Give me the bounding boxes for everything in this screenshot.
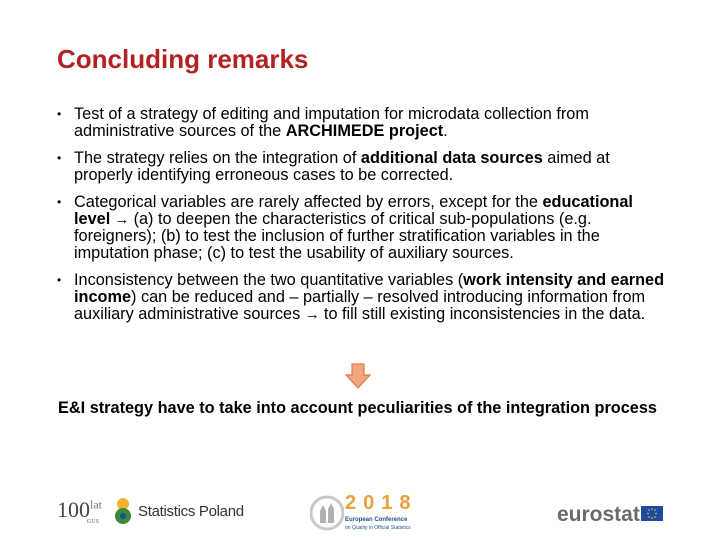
bullet-text: to fill still existing inconsistencies in the data.: [323, 305, 646, 323]
bullet-dot-icon: •: [57, 151, 62, 165]
logo-100-sup: lat: [90, 497, 102, 512]
bullet-dot-icon: •: [57, 195, 62, 209]
statistics-poland-logo-text: Statistics Poland: [138, 503, 244, 520]
conference-subtitle: on Quality in Official Statistics: [345, 525, 411, 531]
bullet-text: Inconsistency between the two quantitative variables (: [74, 271, 464, 289]
bullet-text: (a) to deepen the characteristics of critical sub-populations (e.g. foreigners); (b) to test the inclusion of further stratification variables in the imputation phase; (c) to test the usability of auxiliary sources.: [74, 210, 600, 262]
bullet-item: [57, 150, 669, 184]
bullet-dot-icon: •: [57, 107, 62, 121]
right-arrow-icon: →: [304, 306, 324, 323]
down-arrow-icon: [345, 363, 371, 389]
bullet-text: aimed at properly identifying erroneous cases to be corrected.: [74, 149, 610, 184]
conference-name: European Conference: [345, 517, 408, 523]
bullet-item: [57, 272, 669, 323]
bullet-list: [57, 106, 669, 333]
bullet-text: Test of a strategy of editing and imputation for microdata collection from administrative sources of the: [74, 105, 589, 140]
bullet-item: [57, 194, 669, 262]
gus-100-logo: [57, 497, 102, 523]
statistics-poland-emblem-icon: [112, 497, 134, 525]
conference-emblem-icon: [310, 493, 344, 533]
bullet-text: Categorical variables are rarely affected by errors, except for the: [74, 193, 543, 211]
logo-100-number: 100: [57, 497, 90, 522]
bullet-item: [57, 106, 669, 140]
eurostat-logo-text: eurostat: [557, 503, 640, 526]
eu-flag-icon: [641, 506, 663, 521]
bullet-emphasis: additional data sources: [360, 149, 543, 167]
bullet-emphasis: ARCHIMEDE project: [285, 122, 444, 140]
bullet-emphasis: educational level: [74, 193, 633, 228]
bullet-text: .: [443, 122, 448, 140]
logo-100-gus: GUS: [87, 519, 100, 525]
conference-year: 2018: [345, 492, 418, 514]
bullet-text: The strategy relies on the integration of: [74, 149, 361, 167]
conclusion-text: E&I strategy have to take into account peculiarities of the integration process: [58, 399, 657, 417]
right-arrow-icon: →: [110, 211, 134, 228]
bullet-text: ) can be reduced and – partially – resolved introducing information from auxiliary administrative sources: [74, 288, 646, 323]
bullet-emphasis: work intensity and earned income: [74, 271, 665, 306]
slide-title: Concluding remarks: [57, 44, 309, 74]
bullet-dot-icon: •: [57, 273, 62, 287]
